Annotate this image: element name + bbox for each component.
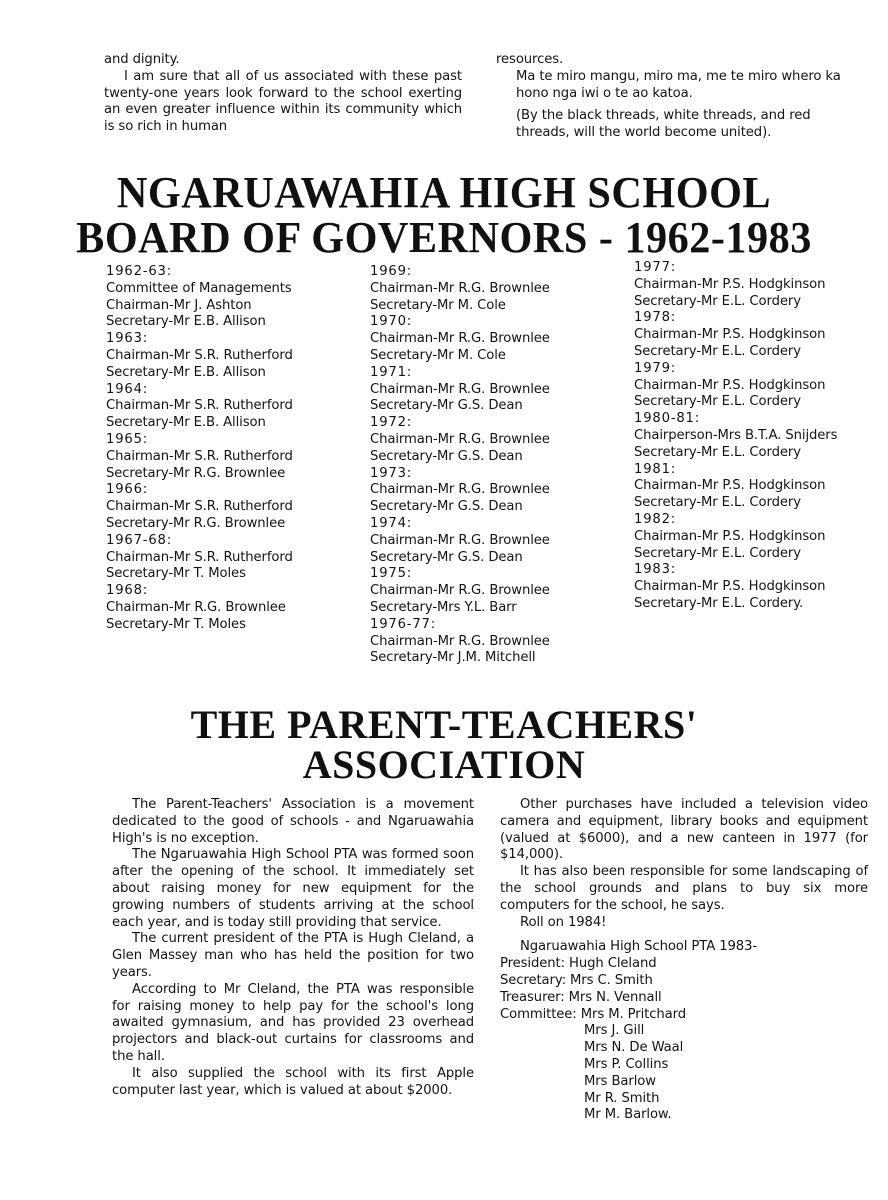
officers-heading: Ngaruawahia High School PTA 1983- [520,939,758,955]
pta-paragraph: The Parent-Teachers' Association is a movement dedicated to the good of schools - and Ngaruawahia High's is no exception. [112,797,474,846]
board-entry-year: 1974: [370,515,413,531]
board-entry-line: Secretary-Mr G.S. Dean [370,448,523,464]
officer-row: Secretary: Mrs C. Smith [500,972,653,988]
board-entry-line: Chairperson-Mrs B.T.A. Snijders [634,427,838,443]
board-entry-year: 1981: [634,461,677,477]
board-entry-line: Secretary-Mr E.B. Allison [106,314,266,330]
intro-paragraph-1: and dignity. [104,52,180,67]
board-column-1 [106,264,356,634]
board-entry-line: Chairman-Mr P.S. Hodgkinson [634,579,826,595]
board-entry-line: Secretary-Mr E.L. Cordery [634,444,801,460]
pta-paragraph: The Ngaruawahia High School PTA was formed soon after the opening of the school. It immediately set about raising money for new equipment for the growing numbers of students arriving at the school each year, and is today still providing that service. [112,847,474,930]
board-entry [106,331,356,381]
board-entry [370,617,620,667]
board-entry [370,365,620,415]
board-entry-line: Secretary-Mr G.S. Dean [370,549,523,565]
intro-paragraph-2: I am sure that all of us associated with these past twenty-one years look forward to the school exerting an even greater influence within its community which is so rich in human [104,68,462,135]
board-entry [106,533,356,583]
board-entry [370,415,620,465]
board-entry-year: 1980-81: [634,411,700,427]
board-entry [370,566,620,616]
board-entry-line: Chairman-Mr R.G. Brownlee [370,482,550,498]
board-entry-line: Secretary-Mr M. Cole [370,347,506,363]
committee-member: Mr R. Smith [584,1090,660,1106]
board-entry-line: Chairman-Mr R.G. Brownlee [370,331,550,347]
board-entry-year: 1963: [106,331,149,347]
board-entry-line: Chairman-Mr S.R. Rutherford [106,448,293,464]
board-entry-line: Chairman-Mr P.S. Hodgkinson [634,528,826,544]
board-entry-line: Secretary-Mrs Y.L. Barr [370,599,517,615]
board-entry-line: Chairman-Mr R.G. Brownlee [370,583,550,599]
board-entry-line: Chairman-Mr J. Ashton [106,297,252,313]
pta-left-column [112,797,474,1099]
board-entry [634,462,884,512]
committee-member: Mrs J. Gill [584,1023,645,1039]
board-entry-line: Secretary-Mr J.M. Mitchell [370,650,536,666]
board-entry [634,562,884,612]
board-entry [634,310,884,360]
maori-quote: Ma te miro mangu, miro ma, me te miro whero ka hono nga iwi o te ao katoa. [516,68,841,101]
pta-title-line-1: THE PARENT-TEACHERS' [190,702,698,747]
pta-paragraph: It has also been responsible for some landscaping of the school grounds and plans to buy six more computers for the school, he says. [500,864,868,913]
board-entry-line: Secretary-Mr E.B. Allison [106,364,266,380]
quote-translation: (By the black threads, white threads, and red threads, will the world become united). [516,108,811,141]
board-entry-line: Chairman-Mr P.S. Hodgkinson [634,276,826,292]
board-title-line-1: NGARUAWAHIA HIGH SCHOOL [116,168,772,217]
committee-member: Mrs Barlow [584,1073,656,1089]
board-entry-line: Secretary-Mr T. Moles [106,566,246,582]
board-entry-line: Chairman-Mr S.R. Rutherford [106,347,293,363]
board-entry-year: 1978: [634,310,677,326]
board-entry [634,260,884,310]
board-entry-year: 1964: [106,381,149,397]
pta-title [0,702,888,787]
board-entry-line: Chairman-Mr R.G. Brownlee [106,599,286,615]
committee-members-list [500,1023,868,1124]
board-entry-year: 1966: [106,482,149,498]
pta-title-line-2: ASSOCIATION [302,742,586,787]
board-entry [370,264,620,314]
committee-member: Mrs P. Collins [584,1056,669,1072]
committee-member: Mr M. Barlow. [584,1107,672,1123]
board-entry-year: 1970: [370,314,413,330]
board-entry-line: Chairman-Mr P.S. Hodgkinson [634,377,826,393]
board-entry [106,583,356,633]
board-entry-year: 1968: [106,583,149,599]
board-entry-line: Secretary-Mr E.L. Cordery [634,545,801,561]
officer-row: President: Hugh Cleland [500,956,657,972]
board-title-line-2: BOARD OF GOVERNORS - 1962-1983 [76,213,812,262]
pta-paragraph: According to Mr Cleland, the PTA was responsible for raising money to help pay for the school's long awaited gymnasium, and has provided 23 overhead projectors and black-out curtains for classrooms and the hall. [112,981,474,1064]
board-entry-line: Chairman-Mr S.R. Rutherford [106,499,293,515]
board-column-2 [370,264,620,667]
board-entry-line: Secretary-Mr G.S. Dean [370,398,523,414]
board-entry-line: Chairman-Mr R.G. Brownlee [370,280,550,296]
board-entry-year: 1969: [370,264,413,279]
board-entry-year: 1962-63: [106,264,172,279]
board-entry-line: Secretary-Mr R.G. Brownlee [106,465,286,481]
board-entry-year: 1973: [370,465,413,481]
board-entry-line: Secretary-Mr E.L. Cordery [634,343,801,359]
pta-paragraph: Roll on 1984! [520,914,607,930]
board-title [18,170,870,260]
board-entry [106,264,356,331]
board-entry-line: Chairman-Mr R.G. Brownlee [370,381,550,397]
board-entry-line: Chairman-Mr S.R. Rutherford [106,549,293,565]
board-entry-line: Secretary-Mr R.G. Brownlee [106,515,286,531]
board-entry-line: Chairman-Mr R.G. Brownlee [370,532,550,548]
intro-right-column [496,52,862,142]
board-entry-year: 1972: [370,415,413,431]
board-entry-year: 1977: [634,260,677,275]
board-entry [634,361,884,411]
board-entry-year: 1979: [634,360,677,376]
board-entry-year: 1975: [370,566,413,582]
board-entry-line: Chairman-Mr R.G. Brownlee [370,633,550,649]
board-entry-line: Chairman-Mr R.G. Brownlee [370,431,550,447]
intro-left-column [104,52,462,136]
officer-row: Treasurer: Mrs N. Vennall [500,989,662,1005]
board-entry-line: Secretary-Mr M. Cole [370,297,506,313]
committee-member: Mrs N. De Waal [584,1040,684,1056]
board-entry [106,432,356,482]
pta-paragraph: It also supplied the school with its first Apple computer last year, which is valued at about $2000. [112,1065,474,1098]
board-entry [106,382,356,432]
board-entry-year: 1982: [634,511,677,527]
pta-paragraph: The current president of the PTA is Hugh Cleland, a Glen Massey man who has held the position for two years. [112,931,474,980]
board-entry-year: 1965: [106,431,149,447]
board-entry-line: Secretary-Mr E.L. Cordery. [634,595,804,611]
board-entry-line: Secretary-Mr E.L. Cordery [634,394,801,410]
board-entry-line: Chairman-Mr P.S. Hodgkinson [634,327,826,343]
pta-right-column [500,797,868,1124]
board-column-3 [634,260,884,613]
board-entry [106,482,356,532]
officers-list [500,956,868,1023]
board-entry [370,314,620,364]
board-entry-year: 1967-68: [106,532,172,548]
board-entry-line: Chairman-Mr S.R. Rutherford [106,398,293,414]
board-entry-line: Secretary-Mr E.B. Allison [106,415,266,431]
intro-continuation: resources. [496,52,564,67]
board-entry-line: Secretary-Mr E.L. Cordery [634,495,801,511]
board-entry [634,512,884,562]
board-entry [370,516,620,566]
board-entry-year: 1976-77: [370,616,436,632]
board-entry-year: 1983: [634,562,677,578]
board-entry-line: Secretary-Mr G.S. Dean [370,499,523,515]
pta-paragraph: Other purchases have included a television video camera and equipment, library books and equipment (valued at $6000), and a new canteen in 1977 (for $14,000). [500,797,868,863]
board-entry-line: Chairman-Mr P.S. Hodgkinson [634,478,826,494]
board-entry-line: Committee of Managements [106,280,292,296]
board-entry-line: Secretary-Mr E.L. Cordery [634,293,801,309]
board-entry [370,466,620,516]
pta-right-paragraphs [500,797,868,931]
officer-row: Committee: Mrs M. Pritchard [500,1006,686,1022]
board-entry-line: Secretary-Mr T. Moles [106,616,246,632]
board-entry-year: 1971: [370,364,413,380]
board-entry [634,411,884,461]
